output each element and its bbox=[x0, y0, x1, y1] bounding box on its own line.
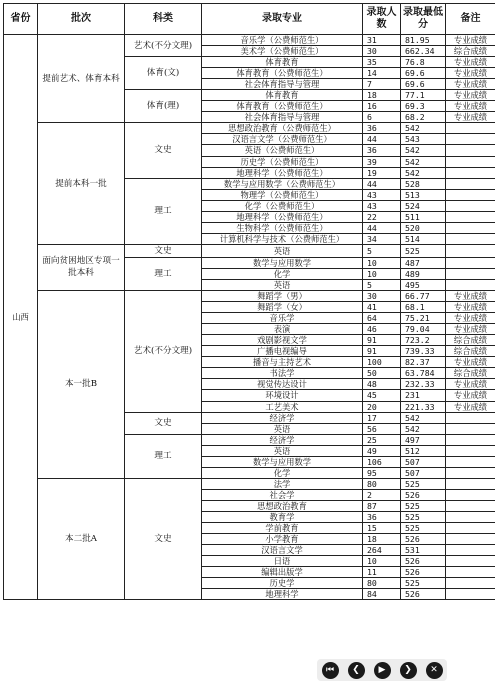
count-cell: 43 bbox=[363, 200, 401, 211]
major-cell: 数学与应用数学 bbox=[202, 257, 363, 268]
min-score-cell: 497 bbox=[401, 434, 446, 445]
count-cell: 6 bbox=[363, 112, 401, 123]
min-score-cell: 76.8 bbox=[401, 57, 446, 68]
count-cell: 7 bbox=[363, 79, 401, 90]
count-cell: 18 bbox=[363, 534, 401, 545]
batch-cell: 提前本科一批 bbox=[38, 123, 125, 245]
category-cell: 理工 bbox=[125, 178, 202, 244]
remark-cell: 专业成绩 bbox=[446, 379, 496, 390]
remark-cell bbox=[446, 456, 496, 467]
remark-cell: 专业成绩 bbox=[446, 101, 496, 112]
min-score-cell: 543 bbox=[401, 134, 446, 145]
major-cell: 经济学 bbox=[202, 434, 363, 445]
count-cell: 39 bbox=[363, 156, 401, 167]
remark-cell bbox=[446, 222, 496, 233]
count-cell: 5 bbox=[363, 279, 401, 290]
min-score-cell: 526 bbox=[401, 534, 446, 545]
remark-cell bbox=[446, 434, 496, 445]
count-cell: 34 bbox=[363, 233, 401, 244]
remark-cell: 专业成绩 bbox=[446, 357, 496, 368]
count-cell: 10 bbox=[363, 268, 401, 279]
count-cell: 91 bbox=[363, 346, 401, 357]
min-score-cell: 495 bbox=[401, 279, 446, 290]
remark-cell: 专业成绩 bbox=[446, 390, 496, 401]
major-cell: 音乐学 bbox=[202, 313, 363, 324]
count-cell: 46 bbox=[363, 324, 401, 335]
major-cell: 环境设计 bbox=[202, 390, 363, 401]
count-cell: 91 bbox=[363, 335, 401, 346]
category-cell: 体育(理) bbox=[125, 90, 202, 123]
remark-cell bbox=[446, 556, 496, 567]
count-cell: 95 bbox=[363, 467, 401, 478]
major-cell: 播音与主持艺术 bbox=[202, 357, 363, 368]
major-cell: 化学 bbox=[202, 268, 363, 279]
count-cell: 100 bbox=[363, 357, 401, 368]
remark-cell bbox=[446, 567, 496, 578]
min-score-cell: 525 bbox=[401, 511, 446, 522]
remark-cell bbox=[446, 545, 496, 556]
min-score-cell: 68.2 bbox=[401, 112, 446, 123]
min-score-cell: 542 bbox=[401, 145, 446, 156]
min-score-cell: 526 bbox=[401, 489, 446, 500]
category-cell: 文史 bbox=[125, 412, 202, 434]
min-score-cell: 739.33 bbox=[401, 346, 446, 357]
count-cell: 87 bbox=[363, 500, 401, 511]
header-category: 科类 bbox=[125, 4, 202, 35]
major-cell: 工艺美术 bbox=[202, 401, 363, 412]
major-cell: 体育教育（公费师范生） bbox=[202, 101, 363, 112]
major-cell: 书法学 bbox=[202, 368, 363, 379]
min-score-cell: 487 bbox=[401, 257, 446, 268]
close-icon[interactable]: ✕ bbox=[426, 662, 443, 679]
header-remark: 备注 bbox=[446, 4, 496, 35]
count-cell: 19 bbox=[363, 167, 401, 178]
min-score-cell: 77.1 bbox=[401, 90, 446, 101]
min-score-cell: 513 bbox=[401, 189, 446, 200]
major-cell: 地理科学 bbox=[202, 589, 363, 600]
min-score-cell: 221.33 bbox=[401, 401, 446, 412]
count-cell: 18 bbox=[363, 90, 401, 101]
major-cell: 视觉传达设计 bbox=[202, 379, 363, 390]
count-cell: 48 bbox=[363, 379, 401, 390]
min-score-cell: 520 bbox=[401, 222, 446, 233]
min-score-cell: 232.33 bbox=[401, 379, 446, 390]
major-cell: 英语 bbox=[202, 445, 363, 456]
batch-cell: 本二批A bbox=[38, 478, 125, 600]
count-cell: 31 bbox=[363, 35, 401, 46]
remark-cell bbox=[446, 167, 496, 178]
remark-cell bbox=[446, 211, 496, 222]
min-score-cell: 66.77 bbox=[401, 291, 446, 302]
count-cell: 45 bbox=[363, 390, 401, 401]
remark-cell: 专业成绩 bbox=[446, 90, 496, 101]
min-score-cell: 511 bbox=[401, 211, 446, 222]
min-score-cell: 526 bbox=[401, 556, 446, 567]
min-score-cell: 662.34 bbox=[401, 46, 446, 57]
remark-cell bbox=[446, 578, 496, 589]
prev-icon[interactable]: ❮ bbox=[348, 662, 365, 679]
header-admitted-count: 录取人数 bbox=[363, 4, 401, 35]
remark-cell: 综合成绩 bbox=[446, 346, 496, 357]
min-score-cell: 542 bbox=[401, 156, 446, 167]
major-cell: 思想政治教育（公费师范生） bbox=[202, 123, 363, 134]
table-row bbox=[4, 244, 496, 257]
min-score-cell: 69.6 bbox=[401, 68, 446, 79]
major-cell: 英语 bbox=[202, 244, 363, 257]
remark-cell bbox=[446, 523, 496, 534]
min-score-cell: 526 bbox=[401, 589, 446, 600]
min-score-cell: 525 bbox=[401, 523, 446, 534]
major-cell: 数学与应用数学（公费师范生） bbox=[202, 178, 363, 189]
min-score-cell: 507 bbox=[401, 467, 446, 478]
major-cell: 学前教育 bbox=[202, 523, 363, 534]
major-cell: 汉语言文学 bbox=[202, 545, 363, 556]
admission-table-container bbox=[3, 3, 495, 684]
count-cell: 264 bbox=[363, 545, 401, 556]
category-cell: 理工 bbox=[125, 257, 202, 290]
count-cell: 11 bbox=[363, 567, 401, 578]
min-score-cell: 525 bbox=[401, 478, 446, 489]
min-score-cell: 524 bbox=[401, 200, 446, 211]
major-cell: 地理科学（公费师范生） bbox=[202, 167, 363, 178]
batch-cell: 提前艺术、体育本科 bbox=[38, 35, 125, 123]
remark-cell: 专业成绩 bbox=[446, 324, 496, 335]
remark-cell: 专业成绩 bbox=[446, 79, 496, 90]
count-cell: 49 bbox=[363, 445, 401, 456]
major-cell: 教育学 bbox=[202, 511, 363, 522]
count-cell: 35 bbox=[363, 57, 401, 68]
remark-cell bbox=[446, 233, 496, 244]
major-cell: 舞蹈学（女） bbox=[202, 302, 363, 313]
count-cell: 80 bbox=[363, 578, 401, 589]
major-cell: 社会体育指导与管理 bbox=[202, 79, 363, 90]
batch-cell: 面向贫困地区专项一批本科 bbox=[38, 244, 125, 290]
count-cell: 14 bbox=[363, 68, 401, 79]
remark-cell bbox=[446, 423, 496, 434]
header-major: 录取专业 bbox=[202, 4, 363, 35]
category-cell: 理工 bbox=[125, 434, 202, 478]
first-page-icon[interactable]: ⏮ bbox=[322, 662, 339, 679]
remark-cell bbox=[446, 244, 496, 257]
remark-cell bbox=[446, 178, 496, 189]
header-batch: 批次 bbox=[38, 4, 125, 35]
min-score-cell: 81.95 bbox=[401, 35, 446, 46]
major-cell: 编辑出版学 bbox=[202, 567, 363, 578]
remark-cell: 专业成绩 bbox=[446, 35, 496, 46]
min-score-cell: 542 bbox=[401, 423, 446, 434]
remark-cell: 综合成绩 bbox=[446, 46, 496, 57]
count-cell: 30 bbox=[363, 46, 401, 57]
category-cell: 艺术(不分文理) bbox=[125, 291, 202, 413]
batch-cell: 本一批B bbox=[38, 291, 125, 479]
min-score-cell: 69.6 bbox=[401, 79, 446, 90]
remark-cell bbox=[446, 189, 496, 200]
min-score-cell: 512 bbox=[401, 445, 446, 456]
min-score-cell: 489 bbox=[401, 268, 446, 279]
min-score-cell: 63.784 bbox=[401, 368, 446, 379]
category-cell: 文史 bbox=[125, 244, 202, 257]
min-score-cell: 75.21 bbox=[401, 313, 446, 324]
major-cell: 英语 bbox=[202, 423, 363, 434]
min-score-cell: 69.3 bbox=[401, 101, 446, 112]
table-row bbox=[4, 478, 496, 489]
province-cell: 山西 bbox=[4, 35, 38, 600]
major-cell: 体育教育（公费师范生） bbox=[202, 68, 363, 79]
min-score-cell: 526 bbox=[401, 567, 446, 578]
min-score-cell: 542 bbox=[401, 123, 446, 134]
remark-cell: 专业成绩 bbox=[446, 68, 496, 79]
min-score-cell: 231 bbox=[401, 390, 446, 401]
min-score-cell: 525 bbox=[401, 500, 446, 511]
remark-cell: 专业成绩 bbox=[446, 302, 496, 313]
count-cell: 10 bbox=[363, 556, 401, 567]
major-cell: 历史学 bbox=[202, 578, 363, 589]
min-score-cell: 528 bbox=[401, 178, 446, 189]
min-score-cell: 507 bbox=[401, 456, 446, 467]
remark-cell bbox=[446, 589, 496, 600]
major-cell: 生物科学（公费师范生） bbox=[202, 222, 363, 233]
count-cell: 25 bbox=[363, 434, 401, 445]
count-cell: 64 bbox=[363, 313, 401, 324]
major-cell: 社会学 bbox=[202, 489, 363, 500]
major-cell: 英语 bbox=[202, 279, 363, 290]
major-cell: 化学 bbox=[202, 467, 363, 478]
major-cell: 汉语言文学（公费师范生） bbox=[202, 134, 363, 145]
major-cell: 英语（公费师范生） bbox=[202, 145, 363, 156]
count-cell: 20 bbox=[363, 401, 401, 412]
count-cell: 44 bbox=[363, 222, 401, 233]
min-score-cell: 514 bbox=[401, 233, 446, 244]
remark-cell bbox=[446, 467, 496, 478]
table-row bbox=[4, 291, 496, 302]
remark-cell: 专业成绩 bbox=[446, 313, 496, 324]
remark-cell bbox=[446, 478, 496, 489]
remark-cell bbox=[446, 511, 496, 522]
remark-cell bbox=[446, 257, 496, 268]
remark-cell: 专业成绩 bbox=[446, 57, 496, 68]
major-cell: 广播电视编导 bbox=[202, 346, 363, 357]
major-cell: 思想政治教育 bbox=[202, 500, 363, 511]
remark-cell bbox=[446, 134, 496, 145]
count-cell: 43 bbox=[363, 189, 401, 200]
category-cell: 艺术(不分文理) bbox=[125, 35, 202, 57]
play-icon[interactable]: ▶ bbox=[374, 662, 391, 679]
major-cell: 地理科学（公费师范生） bbox=[202, 211, 363, 222]
count-cell: 36 bbox=[363, 145, 401, 156]
category-cell: 文史 bbox=[125, 123, 202, 178]
major-cell: 美术学（公费师范生） bbox=[202, 46, 363, 57]
count-cell: 22 bbox=[363, 211, 401, 222]
count-cell: 44 bbox=[363, 134, 401, 145]
major-cell: 体育教育 bbox=[202, 57, 363, 68]
header-row bbox=[4, 4, 496, 35]
next-icon[interactable]: ❯ bbox=[400, 662, 417, 679]
remark-cell bbox=[446, 489, 496, 500]
major-cell: 物理学（公费师范生） bbox=[202, 189, 363, 200]
remark-cell bbox=[446, 412, 496, 423]
major-cell: 表演 bbox=[202, 324, 363, 335]
min-score-cell: 542 bbox=[401, 167, 446, 178]
remark-cell: 综合成绩 bbox=[446, 335, 496, 346]
remark-cell: 专业成绩 bbox=[446, 112, 496, 123]
min-score-cell: 82.37 bbox=[401, 357, 446, 368]
count-cell: 80 bbox=[363, 478, 401, 489]
min-score-cell: 525 bbox=[401, 244, 446, 257]
min-score-cell: 525 bbox=[401, 578, 446, 589]
count-cell: 10 bbox=[363, 257, 401, 268]
major-cell: 日语 bbox=[202, 556, 363, 567]
min-score-cell: 531 bbox=[401, 545, 446, 556]
remark-cell bbox=[446, 500, 496, 511]
viewer-controls bbox=[317, 659, 447, 681]
category-cell: 体育(文) bbox=[125, 57, 202, 90]
remark-cell: 专业成绩 bbox=[446, 401, 496, 412]
major-cell: 体育教育 bbox=[202, 90, 363, 101]
major-cell: 小学教育 bbox=[202, 534, 363, 545]
major-cell: 数学与应用数学 bbox=[202, 456, 363, 467]
remark-cell bbox=[446, 279, 496, 290]
major-cell: 音乐学（公费师范生） bbox=[202, 35, 363, 46]
remark-cell bbox=[446, 268, 496, 279]
remark-cell bbox=[446, 200, 496, 211]
major-cell: 戏剧影视文学 bbox=[202, 335, 363, 346]
count-cell: 15 bbox=[363, 523, 401, 534]
remark-cell: 专业成绩 bbox=[446, 291, 496, 302]
count-cell: 56 bbox=[363, 423, 401, 434]
count-cell: 36 bbox=[363, 511, 401, 522]
major-cell: 社会体育指导与管理 bbox=[202, 112, 363, 123]
major-cell: 法学 bbox=[202, 478, 363, 489]
header-province: 省份 bbox=[4, 4, 38, 35]
count-cell: 2 bbox=[363, 489, 401, 500]
category-cell: 文史 bbox=[125, 478, 202, 600]
min-score-cell: 68.1 bbox=[401, 302, 446, 313]
table-row bbox=[4, 35, 496, 46]
remark-cell: 综合成绩 bbox=[446, 368, 496, 379]
count-cell: 44 bbox=[363, 178, 401, 189]
major-cell: 化学（公费师范生） bbox=[202, 200, 363, 211]
remark-cell bbox=[446, 123, 496, 134]
remark-cell bbox=[446, 534, 496, 545]
table-row bbox=[4, 123, 496, 134]
count-cell: 30 bbox=[363, 291, 401, 302]
remark-cell bbox=[446, 145, 496, 156]
min-score-cell: 723.2 bbox=[401, 335, 446, 346]
remark-cell bbox=[446, 156, 496, 167]
major-cell: 经济学 bbox=[202, 412, 363, 423]
count-cell: 17 bbox=[363, 412, 401, 423]
count-cell: 106 bbox=[363, 456, 401, 467]
count-cell: 16 bbox=[363, 101, 401, 112]
min-score-cell: 542 bbox=[401, 412, 446, 423]
admission-table bbox=[3, 3, 495, 600]
count-cell: 5 bbox=[363, 244, 401, 257]
min-score-cell: 79.04 bbox=[401, 324, 446, 335]
count-cell: 84 bbox=[363, 589, 401, 600]
header-min-score: 录取最低分 bbox=[401, 4, 446, 35]
major-cell: 历史学（公费师范生） bbox=[202, 156, 363, 167]
table-body bbox=[4, 35, 496, 600]
count-cell: 36 bbox=[363, 123, 401, 134]
major-cell: 计算机科学与技术（公费师范生） bbox=[202, 233, 363, 244]
count-cell: 41 bbox=[363, 302, 401, 313]
count-cell: 50 bbox=[363, 368, 401, 379]
remark-cell bbox=[446, 445, 496, 456]
major-cell: 舞蹈学（男） bbox=[202, 291, 363, 302]
